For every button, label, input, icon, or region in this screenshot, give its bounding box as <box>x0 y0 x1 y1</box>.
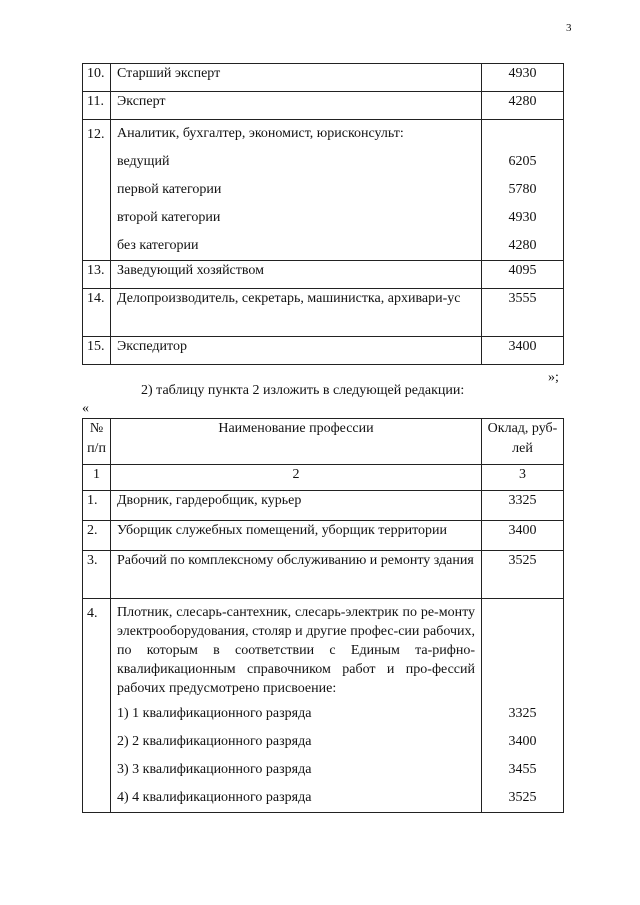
profession-group-title: Плотник, слесарь-сантехник, слесарь-электрик по ре-монту электрооборудования, столяр и другие профес-сии рабочих, по которым в соответствии с Единым та-рифно-квалификационным справочником работ и про-фессий рабочих предусмотрено присвоение: <box>117 605 475 696</box>
header-value: Оклад, руб-лей <box>482 419 564 465</box>
header-num: № п/п <box>83 419 111 465</box>
qualification-grade: 2) 2 квалификационного разряда <box>117 734 312 749</box>
index-3: 3 <box>482 465 564 491</box>
table-row <box>83 337 564 365</box>
profession-name: Рабочий по комплексному обслуживанию и ремонту здания <box>111 551 482 599</box>
qualification-grade: 4) 4 квалификационного разряда <box>117 790 312 805</box>
table-row <box>83 92 564 120</box>
salary-value: 3455 <box>508 762 537 777</box>
salary-value: 3525 <box>508 790 537 805</box>
salary-value: 4280 <box>508 238 537 253</box>
salary-table-continued <box>82 63 564 365</box>
salary-value: 6205 <box>508 154 537 169</box>
position-group <box>111 120 482 261</box>
row-number: 4. <box>83 599 111 813</box>
table-row <box>83 491 564 521</box>
sub-position: второй категории <box>117 210 221 225</box>
profession-name: Уборщик служебных помещений, уборщик территории <box>111 521 482 551</box>
row-number: 1. <box>83 491 111 521</box>
position-name: Эксперт <box>111 92 482 120</box>
salary-value: 4930 <box>508 210 537 225</box>
qualification-grade: 3) 3 квалификационного разряда <box>117 762 312 777</box>
row-number: 15. <box>83 337 111 365</box>
profession-group <box>111 599 482 813</box>
opening-quote: « <box>82 401 89 416</box>
salary-value: 3400 <box>482 521 564 551</box>
salary-values <box>482 599 564 813</box>
column-index-row <box>83 465 564 491</box>
position-group-title: Аналитик, бухгалтер, экономист, юрисконсульт: <box>117 126 404 141</box>
salary-value: 3400 <box>482 337 564 365</box>
salary-value: 3525 <box>482 551 564 599</box>
row-number: 14. <box>83 289 111 337</box>
position-name: Заведующий хозяйством <box>111 261 482 289</box>
salary-value: 3325 <box>482 491 564 521</box>
row-number: 13. <box>83 261 111 289</box>
sub-position: без категории <box>117 238 199 253</box>
profession-salary-table <box>82 418 564 813</box>
table-row <box>83 521 564 551</box>
index-1: 1 <box>83 465 111 491</box>
salary-value: 3400 <box>508 734 537 749</box>
salary-value: 4280 <box>482 92 564 120</box>
salary-value: 4095 <box>482 261 564 289</box>
table-row <box>83 551 564 599</box>
table-row-group <box>83 599 564 813</box>
closing-quote: »; <box>548 370 559 385</box>
index-2: 2 <box>111 465 482 491</box>
qualification-grade: 1) 1 квалификационного разряда <box>117 706 312 721</box>
row-number: 3. <box>83 551 111 599</box>
sub-position: ведущий <box>117 154 170 169</box>
salary-value: 3325 <box>508 706 537 721</box>
page-number: 3 <box>566 22 572 34</box>
position-name: Делопроизводитель, секретарь, машинистка, архивари-ус <box>111 289 482 337</box>
header-name: Наименование профессии <box>111 419 482 465</box>
table-row <box>83 64 564 92</box>
row-number: 2. <box>83 521 111 551</box>
row-number: 11. <box>83 92 111 120</box>
sub-position: первой категории <box>117 182 222 197</box>
table-row <box>83 289 564 337</box>
table-header-row <box>83 419 564 465</box>
row-number: 12. <box>83 120 111 261</box>
row-number: 10. <box>83 64 111 92</box>
profession-name: Дворник, гардеробщик, курьер <box>111 491 482 521</box>
position-name: Экспедитор <box>111 337 482 365</box>
salary-values <box>482 120 564 261</box>
amendment-paragraph: 2) таблицу пункта 2 изложить в следующей редакции: <box>141 383 465 398</box>
salary-value: 3555 <box>482 289 564 337</box>
position-name: Старший эксперт <box>111 64 482 92</box>
table-row-group <box>83 120 564 261</box>
salary-value: 4930 <box>482 64 564 92</box>
table-row <box>83 261 564 289</box>
salary-value: 5780 <box>508 182 537 197</box>
